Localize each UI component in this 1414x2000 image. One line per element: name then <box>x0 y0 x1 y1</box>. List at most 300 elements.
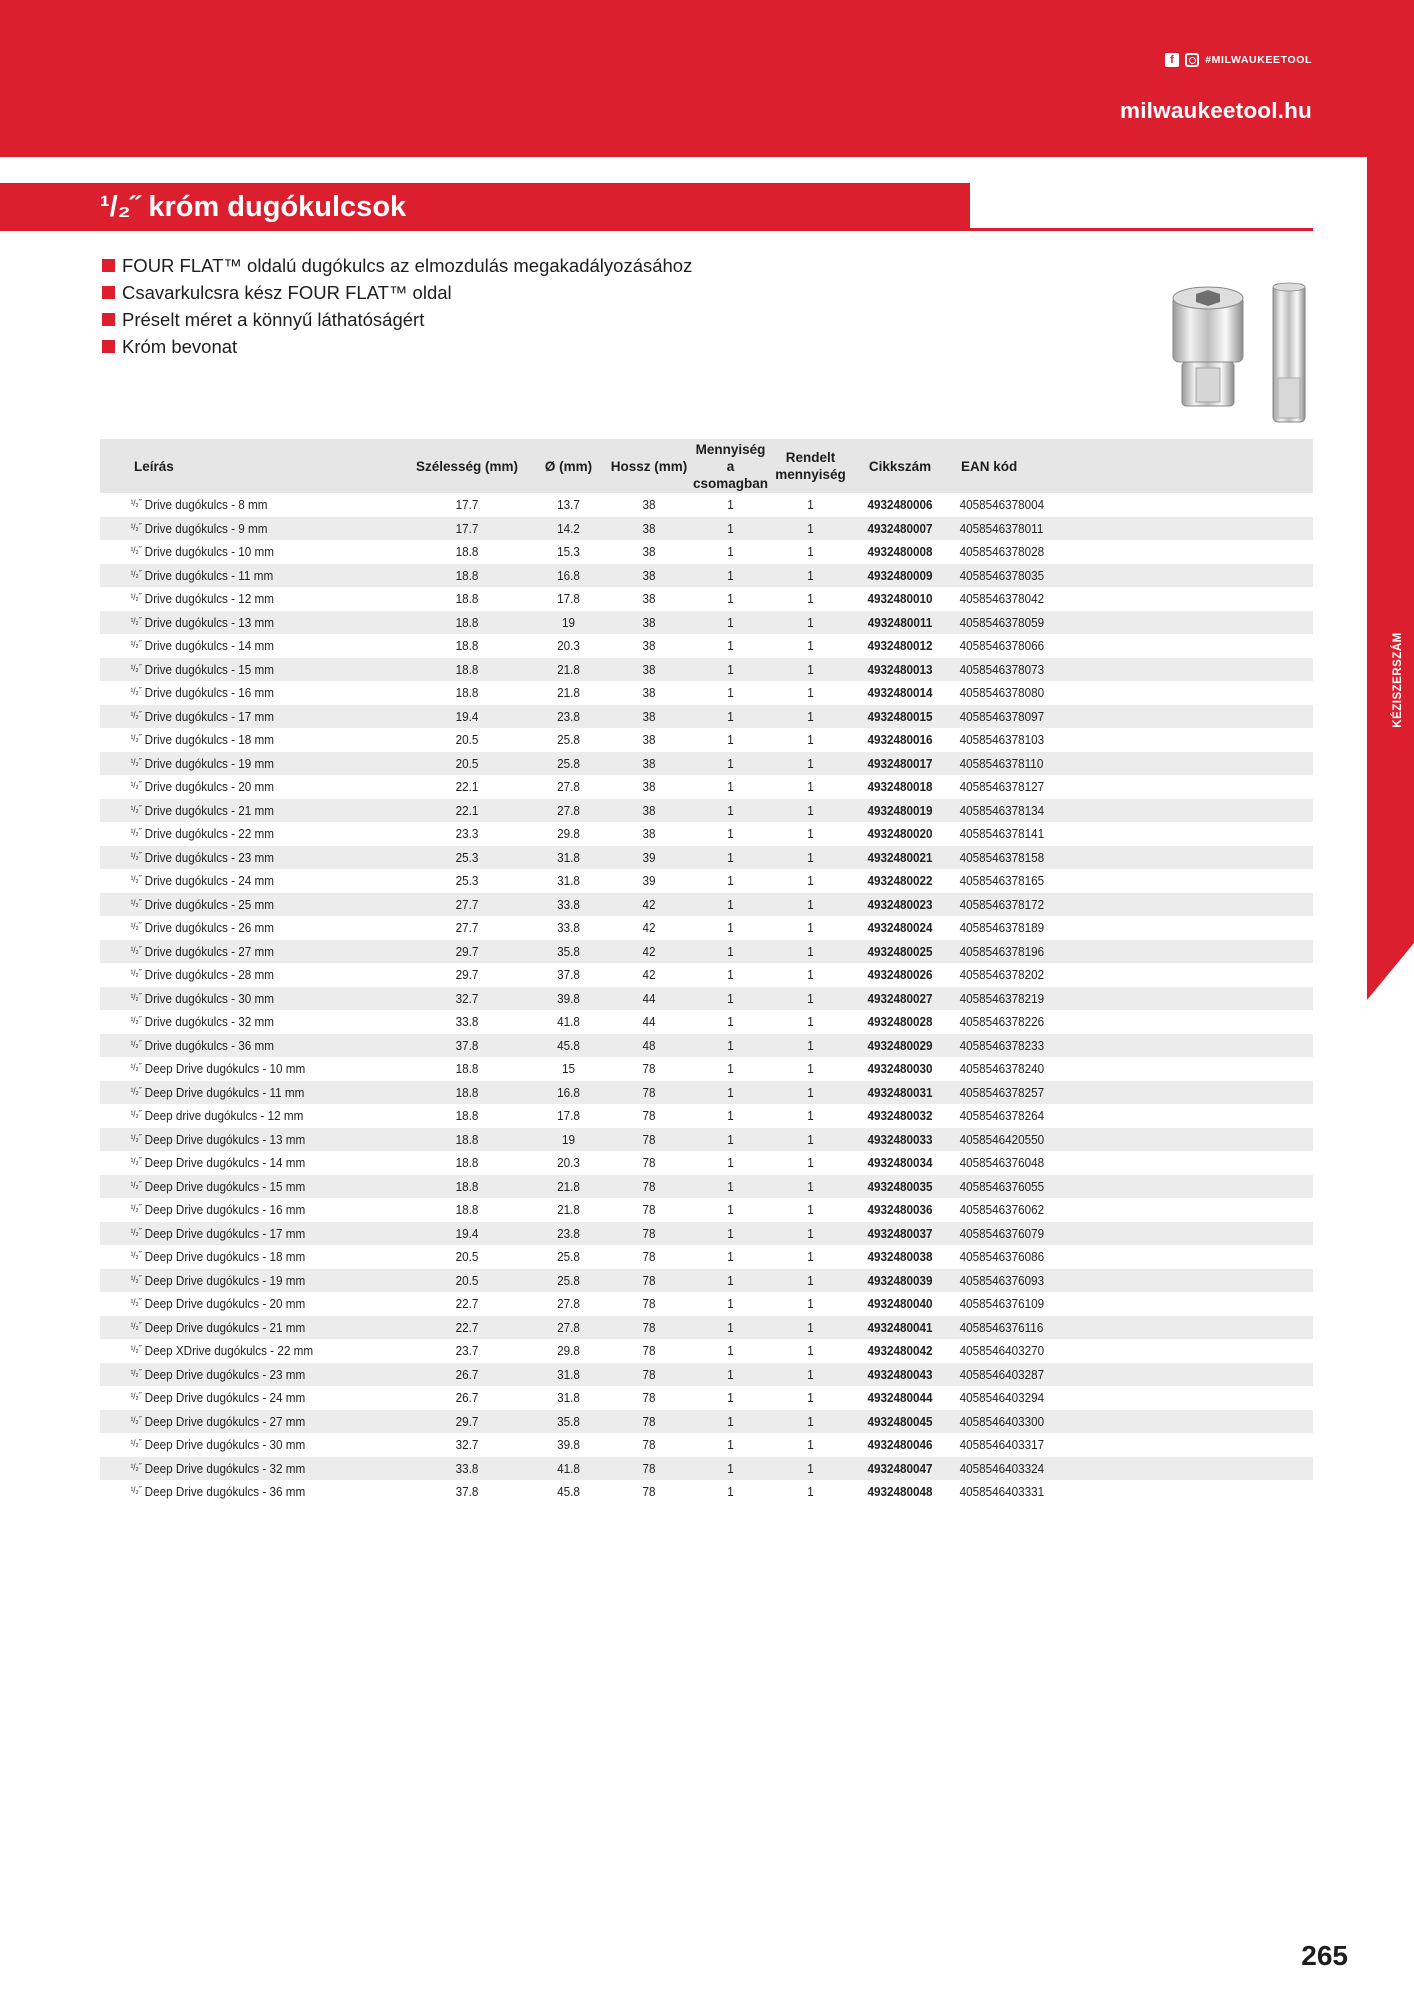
cell-width: 18.8 <box>455 1178 479 1194</box>
cell-ean: 4058546378004 <box>959 497 1045 513</box>
cell-diameter: 39.8 <box>557 1437 580 1453</box>
cell-ean: 4058546403331 <box>959 1484 1045 1500</box>
fraction-prefix: ¹/₂˝ <box>130 968 142 979</box>
cell-width: 18.8 <box>455 567 479 583</box>
cell-order-qty: 1 <box>807 1460 814 1476</box>
cell-diameter: 25.8 <box>557 1272 580 1288</box>
cell-desc <box>100 1175 372 1199</box>
cell-diameter: 21.8 <box>557 1202 580 1218</box>
cell-diameter: 25.8 <box>557 755 580 771</box>
cell-diameter: 23.8 <box>557 708 580 724</box>
cell-pack-qty: 1 <box>727 544 734 560</box>
cell-width: 20.5 <box>455 755 479 771</box>
table-row <box>100 1034 1313 1058</box>
cell-order-qty: 1 <box>807 967 814 983</box>
cell-pack-qty: 1 <box>727 732 734 748</box>
cell-length: 44 <box>642 1014 656 1030</box>
cell-article: 4932480027 <box>867 990 933 1006</box>
cell-pack-qty: 1 <box>727 1413 734 1429</box>
cell-diameter: 31.8 <box>557 1390 580 1406</box>
desc-text: Drive dugókulcs - 11 mm <box>144 567 274 583</box>
cell-length: 38 <box>642 755 656 771</box>
cell-ean: 4058546378028 <box>959 544 1045 560</box>
bullet-icon <box>102 340 115 353</box>
cell-article: 4932480038 <box>867 1249 933 1265</box>
cell-diameter: 25.8 <box>557 1249 580 1265</box>
cell-length: 78 <box>642 1272 656 1288</box>
desc-text: Drive dugókulcs - 14 mm <box>144 638 275 654</box>
cell-ean: 4058546378158 <box>959 849 1045 865</box>
cell-width: 29.7 <box>455 943 479 959</box>
cell-pack-qty: 1 <box>727 1460 734 1476</box>
cell-desc <box>100 1480 372 1504</box>
fraction-prefix: ¹/₂˝ <box>130 874 142 885</box>
table-row <box>100 1269 1313 1293</box>
cell-pack-qty: 1 <box>727 1319 734 1335</box>
desc-text: Deep Drive dugókulcs - 20 mm <box>144 1296 306 1312</box>
cell-diameter: 14.2 <box>557 520 580 536</box>
cell-ean: 4058546378066 <box>959 638 1045 654</box>
cell-order-qty: 1 <box>807 943 814 959</box>
cell-order-qty: 1 <box>807 826 814 842</box>
cell-length: 38 <box>642 732 656 748</box>
desc-text: Deep Drive dugókulcs - 19 mm <box>144 1272 306 1288</box>
cell-desc <box>100 1316 372 1340</box>
cell-order-qty: 1 <box>807 1202 814 1218</box>
cell-article: 4932480015 <box>867 708 933 724</box>
cell-order-qty: 1 <box>807 732 814 748</box>
cell-ean: 4058546378011 <box>959 520 1044 536</box>
cell-article: 4932480009 <box>867 567 933 583</box>
deep-socket-image <box>1273 283 1305 422</box>
instagram-icon[interactable] <box>1185 53 1199 67</box>
cell-width: 19.4 <box>455 708 479 724</box>
cell-article: 4932480007 <box>867 520 933 536</box>
fraction-prefix: ¹/₂˝ <box>130 733 142 744</box>
cell-order-qty: 1 <box>807 661 814 677</box>
feature-item: Csavarkulcsra kész FOUR FLAT™ oldal <box>102 279 692 306</box>
desc-text: Drive dugókulcs - 13 mm <box>144 614 275 630</box>
cell-article: 4932480032 <box>867 1108 933 1124</box>
col-header-desc: Leírás <box>134 458 174 474</box>
cell-width: 17.7 <box>455 520 479 536</box>
cell-length: 78 <box>642 1084 656 1100</box>
cell-length: 78 <box>642 1319 656 1335</box>
desc-text: Deep Drive dugókulcs - 11 mm <box>144 1084 305 1100</box>
cell-article: 4932480017 <box>867 755 933 771</box>
cell-pack-qty: 1 <box>727 1084 734 1100</box>
cell-desc <box>100 1034 372 1058</box>
cell-width: 22.1 <box>455 802 479 818</box>
feature-item: Préselt méret a könnyű láthatóságért <box>102 306 692 333</box>
cell-order-qty: 1 <box>807 849 814 865</box>
cell-article: 4932480029 <box>867 1037 933 1053</box>
cell-ean: 4058546403300 <box>959 1413 1045 1429</box>
fraction-prefix: ¹/₂˝ <box>130 1062 142 1073</box>
cell-width: 32.7 <box>455 1437 479 1453</box>
cell-diameter: 21.8 <box>557 685 580 701</box>
cell-pack-qty: 1 <box>727 920 734 936</box>
cell-pack-qty: 1 <box>727 1437 734 1453</box>
cell-length: 39 <box>642 849 656 865</box>
cell-length: 39 <box>642 873 656 889</box>
cell-diameter: 15 <box>561 1061 576 1077</box>
cell-diameter: 21.8 <box>557 1178 580 1194</box>
cell-length: 38 <box>642 826 656 842</box>
cell-ean: 4058546378080 <box>959 685 1045 701</box>
cell-article: 4932480040 <box>867 1296 933 1312</box>
cell-length: 38 <box>642 638 656 654</box>
cell-ean: 4058546378165 <box>959 873 1045 889</box>
desc-text: Deep Drive dugókulcs - 15 mm <box>144 1178 306 1194</box>
cell-order-qty: 1 <box>807 1155 814 1171</box>
cell-desc <box>100 634 372 658</box>
cell-article: 4932480011 <box>867 614 933 630</box>
table-row <box>100 1457 1313 1481</box>
cell-ean: 4058546403287 <box>959 1366 1045 1382</box>
fraction-prefix: ¹/₂˝ <box>130 545 142 556</box>
cell-diameter: 25.8 <box>557 732 580 748</box>
cell-order-qty: 1 <box>807 1225 814 1241</box>
table-row <box>100 963 1313 987</box>
cell-length: 38 <box>642 779 656 795</box>
cell-order-qty: 1 <box>807 802 814 818</box>
cell-ean: 4058546376079 <box>959 1225 1045 1241</box>
cell-order-qty: 1 <box>807 685 814 701</box>
title-text: króm dugókulcsok <box>148 191 407 223</box>
cell-order-qty: 1 <box>807 755 814 771</box>
cell-desc <box>100 1104 372 1128</box>
cell-article: 4932480016 <box>867 732 933 748</box>
bullet-icon <box>102 259 115 272</box>
cell-pack-qty: 1 <box>727 802 734 818</box>
cell-width: 20.5 <box>455 1249 479 1265</box>
fraction-prefix: ¹/₂˝ <box>130 615 142 626</box>
cell-order-qty: 1 <box>807 1178 814 1194</box>
cell-ean: 4058546378127 <box>959 779 1045 795</box>
bullet-icon <box>102 286 115 299</box>
desc-text: Drive dugókulcs - 9 mm <box>144 520 268 536</box>
social-hashtag[interactable]: #MILWAUKEETOOL <box>1205 54 1312 66</box>
cell-desc <box>100 681 372 705</box>
table-row <box>100 587 1313 611</box>
cell-desc <box>100 893 372 917</box>
feature-item: Króm bevonat <box>102 333 692 360</box>
cell-order-qty: 1 <box>807 1108 814 1124</box>
table-row <box>100 752 1313 776</box>
cell-diameter: 21.8 <box>557 661 580 677</box>
desc-text: Deep Drive dugókulcs - 16 mm <box>144 1202 306 1218</box>
fraction-prefix: ¹/₂˝ <box>130 1461 142 1472</box>
cell-width: 18.8 <box>455 1155 479 1171</box>
cell-ean: 4058546378202 <box>959 967 1045 983</box>
cell-ean: 4058546378226 <box>959 1014 1045 1030</box>
cell-width: 18.8 <box>455 685 479 701</box>
fraction-prefix: ¹/₂˝ <box>130 1391 142 1402</box>
cell-article: 4932480028 <box>867 1014 933 1030</box>
cell-width: 18.8 <box>455 1061 479 1077</box>
fraction-prefix: ¹/₂˝ <box>130 1250 142 1261</box>
cell-length: 78 <box>642 1296 656 1312</box>
cell-diameter: 15.3 <box>557 544 580 560</box>
cell-article: 4932480042 <box>867 1343 933 1359</box>
cell-article: 4932480012 <box>867 638 933 654</box>
cell-diameter: 29.8 <box>557 826 580 842</box>
cell-pack-qty: 1 <box>727 849 734 865</box>
fraction-prefix: ¹/₂˝ <box>130 1367 142 1378</box>
table-row <box>100 869 1313 893</box>
cell-pack-qty: 1 <box>727 1178 734 1194</box>
cell-ean: 4058546376055 <box>959 1178 1045 1194</box>
desc-text: Deep Drive dugókulcs - 36 mm <box>144 1484 306 1500</box>
cell-diameter: 27.8 <box>557 1296 580 1312</box>
fraction-prefix: ¹/₂˝ <box>130 921 142 932</box>
cell-order-qty: 1 <box>807 1343 814 1359</box>
cell-ean: 4058546378103 <box>959 732 1045 748</box>
col-header-order-qty: Rendelt mennyiség <box>775 450 846 482</box>
cell-diameter: 39.8 <box>557 990 580 1006</box>
cell-diameter: 23.8 <box>557 1225 580 1241</box>
short-socket-image <box>1173 287 1243 406</box>
table-row <box>100 799 1313 823</box>
cell-ean: 4058546376116 <box>959 1319 1044 1335</box>
table-row <box>100 1128 1313 1152</box>
cell-article: 4932480033 <box>867 1131 933 1147</box>
cell-pack-qty: 1 <box>727 520 734 536</box>
fraction-prefix: ¹/₂˝ <box>130 568 142 579</box>
cell-width: 25.3 <box>455 849 479 865</box>
cell-ean: 4058546378097 <box>959 708 1045 724</box>
cell-length: 42 <box>642 943 656 959</box>
cell-desc <box>100 1010 372 1034</box>
cell-width: 18.8 <box>455 1108 479 1124</box>
fraction-prefix: ¹/₂˝ <box>130 1109 142 1120</box>
fraction-prefix: ¹/₂˝ <box>130 639 142 650</box>
cell-width: 18.8 <box>455 614 479 630</box>
table-body <box>100 493 1313 1504</box>
cell-pack-qty: 1 <box>727 1390 734 1406</box>
cell-article: 4932480014 <box>867 685 933 701</box>
cell-order-qty: 1 <box>807 1084 814 1100</box>
cell-order-qty: 1 <box>807 1437 814 1453</box>
cell-length: 78 <box>642 1155 656 1171</box>
desc-text: Drive dugókulcs - 22 mm <box>144 826 275 842</box>
cell-pack-qty: 1 <box>727 896 734 912</box>
cell-desc <box>100 799 372 823</box>
cell-ean: 4058546376062 <box>959 1202 1045 1218</box>
cell-article: 4932480035 <box>867 1178 933 1194</box>
cell-order-qty: 1 <box>807 1390 814 1406</box>
table-row <box>100 1480 1313 1504</box>
cell-length: 44 <box>642 990 656 1006</box>
table-row <box>100 916 1313 940</box>
table-row <box>100 1245 1313 1269</box>
cell-diameter: 17.8 <box>557 591 580 607</box>
cell-order-qty: 1 <box>807 1037 814 1053</box>
spec-table <box>100 439 1313 1504</box>
cell-ean: 4058546378141 <box>959 826 1045 842</box>
cell-ean: 4058546378042 <box>959 591 1045 607</box>
cell-article: 4932480024 <box>867 920 933 936</box>
cell-length: 38 <box>642 591 656 607</box>
cell-diameter: 16.8 <box>557 1084 580 1100</box>
cell-order-qty: 1 <box>807 614 814 630</box>
cell-desc <box>100 1057 372 1081</box>
cell-width: 25.3 <box>455 873 479 889</box>
cell-diameter: 20.3 <box>557 638 580 654</box>
cell-pack-qty: 1 <box>727 779 734 795</box>
cell-diameter: 37.8 <box>557 967 580 983</box>
table-row <box>100 1222 1313 1246</box>
cell-order-qty: 1 <box>807 1272 814 1288</box>
cell-article: 4932480039 <box>867 1272 933 1288</box>
side-tab-notch <box>1367 943 1414 1000</box>
table-row <box>100 1175 1313 1199</box>
cell-ean: 4058546376048 <box>959 1155 1045 1171</box>
table-row <box>100 564 1313 588</box>
feature-list <box>102 252 692 360</box>
fraction-prefix: ¹/₂˝ <box>130 1179 142 1190</box>
cell-width: 29.7 <box>455 967 479 983</box>
fraction-prefix: ¹/₂˝ <box>130 803 142 814</box>
desc-text: Deep Drive dugókulcs - 10 mm <box>144 1061 306 1077</box>
cell-diameter: 13.7 <box>557 497 580 513</box>
fraction-prefix: ¹/₂˝ <box>130 1226 142 1237</box>
cell-desc <box>100 846 372 870</box>
cell-article: 4932480046 <box>867 1437 933 1453</box>
cell-article: 4932480044 <box>867 1390 933 1406</box>
cell-desc <box>100 1386 372 1410</box>
cell-desc <box>100 1433 372 1457</box>
cell-desc <box>100 587 372 611</box>
cell-length: 78 <box>642 1437 656 1453</box>
cell-desc <box>100 1198 372 1222</box>
cell-diameter: 41.8 <box>557 1460 580 1476</box>
cell-length: 78 <box>642 1178 656 1194</box>
cell-article: 4932480047 <box>867 1460 933 1476</box>
cell-pack-qty: 1 <box>727 1131 734 1147</box>
cell-pack-qty: 1 <box>727 943 734 959</box>
table-row <box>100 1010 1313 1034</box>
col-header-article: Cikkszám <box>868 458 932 474</box>
cell-width: 18.8 <box>455 591 479 607</box>
cell-diameter: 35.8 <box>557 943 580 959</box>
cell-width: 37.8 <box>455 1484 479 1500</box>
cell-pack-qty: 1 <box>727 1343 734 1359</box>
cell-width: 23.7 <box>455 1343 479 1359</box>
desc-text: Drive dugókulcs - 8 mm <box>144 497 268 513</box>
cell-article: 4932480023 <box>867 896 933 912</box>
cell-length: 38 <box>642 708 656 724</box>
cell-pack-qty: 1 <box>727 591 734 607</box>
cell-pack-qty: 1 <box>727 755 734 771</box>
facebook-icon[interactable]: f <box>1165 53 1179 67</box>
website-link[interactable]: milwaukeetool.hu <box>1120 98 1312 123</box>
cell-length: 38 <box>642 497 656 513</box>
cell-length: 38 <box>642 567 656 583</box>
table-row <box>100 893 1313 917</box>
cell-width: 18.8 <box>455 661 479 677</box>
fraction-prefix: ¹/₂˝ <box>130 709 142 720</box>
cell-diameter: 17.8 <box>557 1108 580 1124</box>
cell-order-qty: 1 <box>807 1413 814 1429</box>
table-row <box>100 681 1313 705</box>
cell-desc <box>100 493 372 517</box>
cell-length: 38 <box>642 520 656 536</box>
cell-desc <box>100 1151 372 1175</box>
cell-ean: 4058546378172 <box>959 896 1045 912</box>
col-header-ean: EAN kód <box>961 458 1018 474</box>
cell-order-qty: 1 <box>807 520 814 536</box>
cell-width: 18.8 <box>455 1202 479 1218</box>
cell-pack-qty: 1 <box>727 614 734 630</box>
cell-diameter: 19 <box>561 1131 576 1147</box>
cell-ean: 4058546378196 <box>959 943 1045 959</box>
cell-width: 18.8 <box>455 1084 479 1100</box>
cell-diameter: 29.8 <box>557 1343 580 1359</box>
cell-ean: 4058546378134 <box>959 802 1045 818</box>
table-row <box>100 658 1313 682</box>
table-row <box>100 846 1313 870</box>
cell-pack-qty: 1 <box>727 1155 734 1171</box>
cell-order-qty: 1 <box>807 497 814 513</box>
desc-text: Deep Drive dugókulcs - 30 mm <box>144 1437 306 1453</box>
table-row <box>100 1104 1313 1128</box>
cell-pack-qty: 1 <box>727 873 734 889</box>
table-row <box>100 611 1313 635</box>
page-number: 265 <box>1301 1940 1348 1971</box>
cell-length: 78 <box>642 1249 656 1265</box>
cell-width: 32.7 <box>455 990 479 1006</box>
cell-article: 4932480006 <box>867 497 933 513</box>
fraction-prefix: ¹/₂˝ <box>130 1038 142 1049</box>
cell-diameter: 19 <box>561 614 576 630</box>
fraction-prefix: ¹/₂˝ <box>130 944 142 955</box>
cell-article: 4932480043 <box>867 1366 933 1382</box>
cell-order-qty: 1 <box>807 567 814 583</box>
table-row <box>100 1151 1313 1175</box>
cell-width: 33.8 <box>455 1460 479 1476</box>
cell-order-qty: 1 <box>807 990 814 1006</box>
cell-length: 78 <box>642 1108 656 1124</box>
cell-article: 4932480010 <box>867 591 933 607</box>
cell-diameter: 33.8 <box>557 896 580 912</box>
cell-desc <box>100 540 372 564</box>
desc-text: Drive dugókulcs - 36 mm <box>144 1037 275 1053</box>
cell-pack-qty: 1 <box>727 567 734 583</box>
cell-order-qty: 1 <box>807 1319 814 1335</box>
fraction-prefix: ¹/₂˝ <box>130 1273 142 1284</box>
table-row <box>100 1363 1313 1387</box>
table-row <box>100 1198 1313 1222</box>
cell-ean: 4058546378189 <box>959 920 1045 936</box>
table-row <box>100 705 1313 729</box>
desc-text: Drive dugókulcs - 19 mm <box>144 755 275 771</box>
fraction-prefix: ¹/₂˝ <box>130 686 142 697</box>
cell-diameter: 20.3 <box>557 1155 580 1171</box>
table-row <box>100 493 1313 517</box>
cell-pack-qty: 1 <box>727 1484 734 1500</box>
cell-diameter: 33.8 <box>557 920 580 936</box>
desc-text: Drive dugókulcs - 12 mm <box>144 591 275 607</box>
table-row <box>100 987 1313 1011</box>
cell-pack-qty: 1 <box>727 1037 734 1053</box>
cell-desc <box>100 564 372 588</box>
cell-desc <box>100 775 372 799</box>
cell-length: 38 <box>642 544 656 560</box>
desc-text: Deep Drive dugókulcs - 24 mm <box>144 1390 306 1406</box>
cell-diameter: 27.8 <box>557 779 580 795</box>
